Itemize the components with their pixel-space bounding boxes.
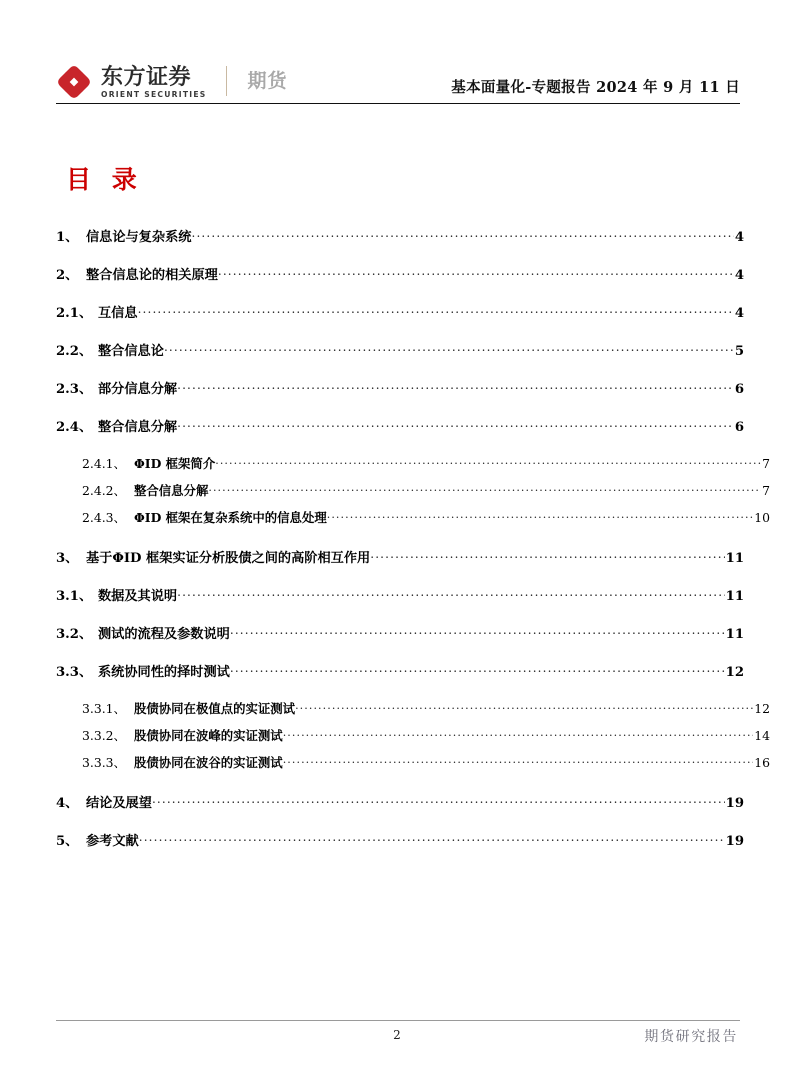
toc-leader-dots: [283, 728, 754, 740]
toc-entry-page: 11: [725, 589, 744, 604]
toc-entry-label: ΦID 框架简介: [134, 456, 216, 471]
toc-leader-dots: [327, 510, 753, 522]
toc-entry-label: 信息论与复杂系统: [86, 230, 192, 245]
toc-entry-number: 3.3.1、: [82, 701, 126, 716]
toc-entry[interactable]: [56, 699, 770, 717]
toc-leader-dots: [164, 342, 734, 355]
toc-leader-dots: [283, 755, 754, 767]
toc-entry[interactable]: [56, 726, 770, 744]
brand-name-en: ORIENT SECURITIES: [101, 89, 207, 99]
toc-entry-number: 3.1、: [56, 589, 93, 604]
toc-entry-page: 6: [734, 420, 744, 435]
toc-leader-dots: [215, 456, 761, 468]
toc-entry[interactable]: [56, 623, 744, 642]
toc-entry-page: 4: [734, 306, 744, 321]
page-title: 目 录: [66, 165, 143, 194]
toc-entry-page: 11: [725, 551, 744, 566]
toc-entry[interactable]: [56, 792, 744, 811]
toc-leader-dots: [218, 266, 734, 279]
toc-entry-number: 3.3.3、: [82, 755, 126, 770]
toc-entry-page: 7: [762, 483, 770, 498]
toc-entry-number: 2、: [56, 268, 79, 283]
footer-report-label: 期货研究报告: [644, 1029, 738, 1045]
toc-entry-label: 数据及其说明: [98, 589, 178, 604]
toc-entry-number: 3.2、: [56, 627, 93, 642]
toc-entry-number: 3.3.2、: [82, 728, 126, 743]
toc-entry-number: 3、: [56, 551, 79, 566]
toc-entry[interactable]: [56, 226, 744, 245]
header-divider: [56, 103, 740, 104]
toc-entry-label: 测试的流程及参数说明: [98, 627, 230, 642]
toc-entry[interactable]: [56, 830, 744, 849]
toc-entry-page: 7: [762, 456, 770, 471]
toc-leader-dots: [177, 587, 725, 600]
toc-entry-label: 基于ΦID 框架实证分析股债之间的高阶相互作用: [86, 551, 371, 566]
header-report-title-date: 基本面量化-专题报告 2024 年 9 月 11 日: [451, 79, 740, 96]
toc-entry-label: 参考文献: [86, 834, 139, 849]
toc-entry-page: 4: [734, 230, 744, 245]
toc-leader-dots: [177, 380, 734, 393]
table-of-contents: [56, 226, 770, 868]
toc-entry-label: 结论及展望: [86, 796, 152, 811]
toc-entry-label: 股债协同在波峰的实证测试: [134, 728, 283, 743]
toc-entry-label: 部分信息分解: [98, 382, 178, 397]
toc-entry[interactable]: [56, 547, 744, 566]
orient-securities-diamond-logo-icon: [56, 64, 92, 100]
toc-entry[interactable]: [56, 340, 744, 359]
toc-leader-dots: [152, 794, 725, 807]
toc-entry-page: 10: [754, 510, 770, 525]
toc-leader-dots: [139, 832, 725, 845]
toc-entry-label: 整合信息论的相关原理: [86, 268, 218, 283]
page-header: [56, 38, 740, 104]
toc-entry-label: 整合信息分解: [134, 483, 209, 498]
toc-entry[interactable]: [56, 481, 770, 499]
toc-entry-number: 2.3、: [56, 382, 93, 397]
toc-leader-dots: [138, 304, 734, 317]
toc-entry-number: 2.4、: [56, 420, 93, 435]
toc-entry-label: 股债协同在波谷的实证测试: [134, 755, 283, 770]
toc-entry-page: 11: [725, 627, 744, 642]
toc-leader-dots: [208, 483, 761, 495]
toc-entry[interactable]: [56, 264, 744, 283]
brand-name-cn: 东方证券: [101, 64, 192, 90]
toc-entry-label: 股债协同在极值点的实证测试: [134, 701, 296, 716]
company-logo: [56, 64, 288, 104]
toc-entry-number: 2.1、: [56, 306, 93, 321]
toc-leader-dots: [177, 418, 734, 431]
toc-entry[interactable]: [56, 378, 744, 397]
toc-entry-page: 12: [754, 701, 770, 716]
toc-entry-page: 5: [734, 344, 744, 359]
brand-subtitle: 期货: [247, 70, 288, 92]
toc-leader-dots: [230, 625, 725, 638]
toc-leader-dots: [370, 549, 724, 562]
toc-entry-label: 系统协同性的择时测试: [98, 665, 230, 680]
toc-entry-page: 19: [725, 796, 744, 811]
toc-entry-number: 2.4.3、: [82, 510, 126, 525]
toc-leader-dots: [230, 663, 725, 676]
toc-entry[interactable]: [56, 302, 744, 321]
toc-entry[interactable]: [56, 416, 744, 435]
toc-entry-page: 14: [754, 728, 770, 743]
toc-entry-page: 19: [725, 834, 744, 849]
toc-entry-label: 整合信息分解: [98, 420, 178, 435]
toc-entry-label: 整合信息论: [98, 344, 164, 359]
toc-entry-number: 5、: [56, 834, 79, 849]
toc-entry-page: 16: [754, 755, 770, 770]
toc-entry-page: 6: [734, 382, 744, 397]
toc-entry[interactable]: [56, 454, 770, 472]
toc-leader-dots: [192, 228, 734, 241]
toc-entry[interactable]: [56, 585, 744, 604]
toc-entry-number: 2.4.1、: [82, 456, 126, 471]
brand-divider: [226, 66, 227, 96]
toc-entry-number: 2.2、: [56, 344, 93, 359]
toc-entry-label: ΦID 框架在复杂系统中的信息处理: [134, 510, 327, 525]
toc-entry-page: 12: [725, 665, 744, 680]
toc-leader-dots: [295, 701, 753, 713]
footer-divider: [56, 1020, 740, 1021]
toc-entry[interactable]: [56, 508, 770, 526]
toc-entry-number: 4、: [56, 796, 79, 811]
toc-entry-number: 2.4.2、: [82, 483, 126, 498]
toc-entry-number: 3.3、: [56, 665, 93, 680]
footer-page-number: 2: [393, 1028, 401, 1042]
toc-entry-number: 1、: [56, 230, 79, 245]
toc-entry[interactable]: [56, 661, 744, 680]
toc-entry-label: 互信息: [98, 306, 138, 321]
toc-entry-page: 4: [734, 268, 744, 283]
toc-entry[interactable]: [56, 753, 770, 771]
